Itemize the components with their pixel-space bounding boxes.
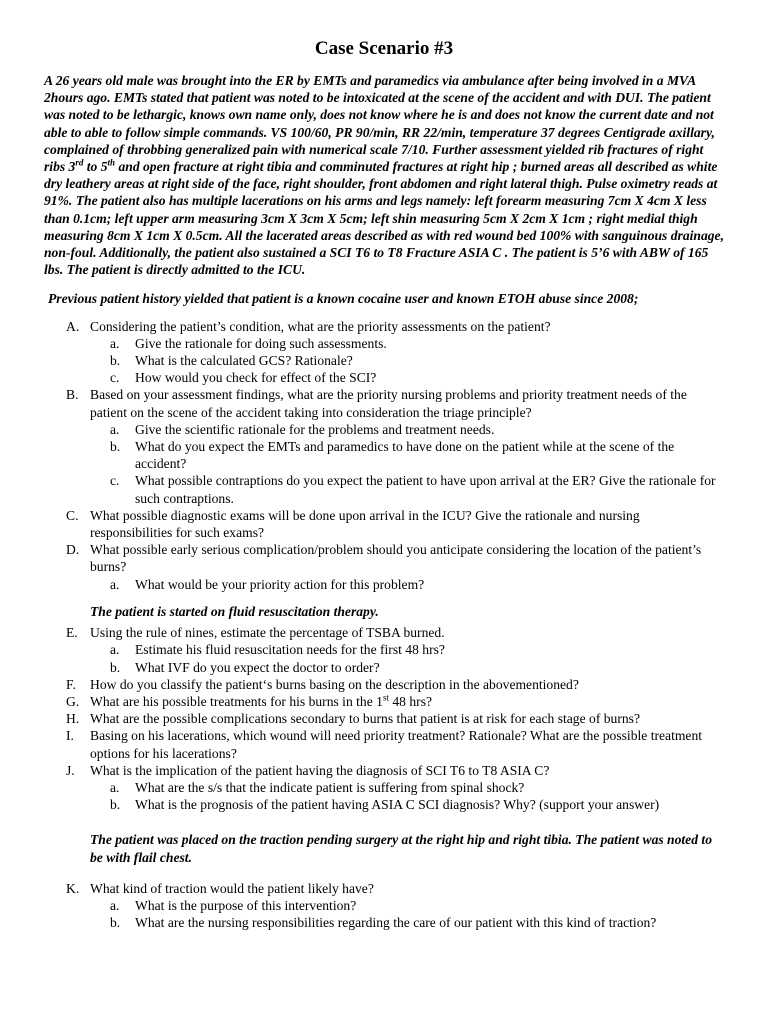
- question-item: [44, 762, 724, 779]
- scenario-note-traction: The patient was placed on the traction pending surgery at the right hip and right tibia. The patient was noted to be with flail chest.: [90, 832, 712, 865]
- sub-question-marker: a.: [110, 642, 120, 658]
- question-marker: G.: [66, 693, 80, 709]
- sub-question-marker: a.: [110, 335, 120, 351]
- question-text: Considering the patient’s condition, what are the priority assessments on the patient?: [90, 318, 551, 334]
- scenario-note-fluid-resuscitation: The patient is started on fluid resuscitation therapy.: [90, 603, 379, 619]
- question-marker: K.: [66, 880, 80, 896]
- sub-question-item: [44, 438, 724, 472]
- page-title: Case Scenario #3: [314, 38, 454, 59]
- question-text: What are the possible complications secondary to burns that patient is at risk for each stage of burns?: [90, 711, 641, 727]
- sub-question-text: What are the s/s that the indicate patient is suffering from spinal shock?: [135, 779, 525, 795]
- question-item: [44, 507, 724, 541]
- sub-question-text: What are the nursing responsibilities regarding the care of our patient with this kind of traction?: [135, 915, 657, 931]
- question-list-1: [44, 318, 724, 593]
- sub-question-item: [44, 914, 724, 931]
- sub-question-text: What possible contraptions do you expect the patient to have upon arrival at the ER? Give the rationale for such contraptions.: [135, 473, 716, 506]
- question-text: What are his possible treatments for his burns in the 1st 48 hrs?: [90, 692, 433, 709]
- sub-question-text: How would you check for effect of the SCI?: [135, 370, 377, 386]
- question-marker: H.: [66, 711, 80, 727]
- question-text: Basing on his lacerations, which wound will need priority treatment? Rationale? What are the possible treatment options for his lacerations?: [90, 728, 703, 761]
- question-marker: I.: [66, 728, 74, 744]
- question-text: What is the implication of the patient having the diagnosis of SCI T6 to T8 ASIA C?: [90, 762, 550, 778]
- question-item: [44, 676, 724, 693]
- sub-question-marker: c.: [110, 370, 120, 386]
- question-marker: D.: [66, 542, 80, 558]
- question-marker: B.: [66, 387, 79, 403]
- sub-question-marker: a.: [110, 421, 120, 437]
- sub-question-item: [44, 335, 724, 352]
- question-marker: A.: [66, 318, 80, 334]
- sub-question-item: [44, 641, 724, 658]
- sub-question-marker: b.: [110, 353, 121, 369]
- question-text: Based on your assessment findings, what are the priority nursing problems and priority treatment needs of the patient on the scene of the accident taking into consideration the triage principle?: [90, 387, 687, 420]
- sub-question-item: [44, 576, 724, 593]
- sub-question-marker: a.: [110, 576, 120, 592]
- sub-question-item: [44, 659, 724, 676]
- question-list-3: [44, 880, 724, 932]
- sub-question-item: [44, 796, 724, 813]
- sub-question-marker: c.: [110, 473, 120, 489]
- sub-question-item: [44, 352, 724, 369]
- sub-question-text: What would be your priority action for this problem?: [135, 576, 425, 592]
- sub-question-marker: b.: [110, 797, 121, 813]
- sub-question-item: [44, 421, 724, 438]
- question-item: [44, 727, 724, 761]
- sub-question-item: [44, 369, 724, 386]
- sub-question-text: Give the scientific rationale for the problems and treatment needs.: [135, 421, 495, 437]
- question-item: [44, 880, 724, 897]
- question-marker: J.: [66, 762, 75, 778]
- sub-question-text: What is the prognosis of the patient having ASIA C SCI diagnosis? Why? (support your answer): [135, 797, 660, 813]
- question-marker: C.: [66, 507, 79, 523]
- question-item: [44, 318, 724, 335]
- sub-question-item: [44, 779, 724, 796]
- sub-question-text: Give the rationale for doing such assessments.: [135, 335, 387, 351]
- question-text: Using the rule of nines, estimate the percentage of TSBA burned.: [90, 625, 445, 641]
- question-item: [44, 693, 724, 710]
- sub-question-marker: a.: [110, 897, 120, 913]
- question-text: How do you classify the patient‘s burns basing on the description in the abovementioned?: [90, 676, 579, 692]
- question-item: [44, 710, 724, 727]
- sub-question-text: What is the calculated GCS? Rationale?: [135, 353, 353, 369]
- sub-question-marker: b.: [110, 659, 121, 675]
- patient-history: Previous patient history yielded that patient is a known cocaine user and known ETOH abuse since 2008;: [48, 291, 639, 307]
- question-item: [44, 541, 724, 575]
- sub-question-marker: b.: [110, 439, 121, 455]
- question-item: [44, 624, 724, 641]
- question-text: What possible diagnostic exams will be done upon arrival in the ICU? Give the rationale and nursing responsibilities for such exams?: [90, 507, 640, 541]
- question-list-2: [44, 624, 724, 813]
- sub-question-text: Estimate his fluid resuscitation needs for the first 48 hrs?: [135, 642, 445, 658]
- sub-question-text: What is the purpose of this intervention?: [135, 897, 357, 913]
- sub-question-marker: a.: [110, 779, 120, 795]
- case-scenario-paragraph: A 26 years old male was brought into the ER by EMTs and paramedics via ambulance after being involved in a MVA 2hours ago. EMTs stated that patient was noted to be intoxicated at the scene of the accident and with DUI. The patient was noted to be lethargic, knows own name only, does not know where he is and does not know the current date and not able to able to follow simple commands. VS 100/60, PR 90/min, RR 22/min, temperature 37 degrees Centigrade axillary, complained of throbbing generalized pain with numerical scale 7/10. Further assessment yielded rib fractures of right ribs 3rd to 5th and open fracture at right tibia and comminuted fractures at right hip ; burned areas all described as white dry leathery areas at right side of the face, right shoulder, front abdomen and right lateral thigh. Pulse oximetry reads at 91%. The patient also has multiple lacerations on his arms and legs namely: left forearm measuring 7cm X 4cm X less than 0.1cm; left upper arm measuring 3cm X 3cm X 5cm; left shin measuring 5cm X 2cm X 1cm ; right medial thigh measuring 8cm X 1cm X 0.5cm. All the lacerated areas described as with red wound bed 100% with sanguinous drainage, non-foul. Additionally, the patient also sustained a SCI T6 to T8 Fracture ASIA C . The patient is 5’6 with ABW of 165 lbs. The patient is directly admitted to the ICU.: [44, 73, 724, 278]
- sub-question-text: What do you expect the EMTs and paramedics to have done on the patient while at the scene of the accident?: [135, 439, 675, 472]
- question-item: [44, 386, 724, 420]
- sub-question-text: What IVF do you expect the doctor to order?: [135, 659, 380, 675]
- sub-question-item: [44, 472, 724, 506]
- question-text: What possible early serious complication/problem should you anticipate considering the location of the patient’s burns?: [90, 542, 702, 575]
- question-marker: E.: [66, 625, 78, 641]
- sub-question-item: [44, 897, 724, 914]
- question-text: What kind of traction would the patient likely have?: [90, 880, 374, 896]
- sub-question-marker: b.: [110, 915, 121, 931]
- question-marker: F.: [66, 676, 76, 692]
